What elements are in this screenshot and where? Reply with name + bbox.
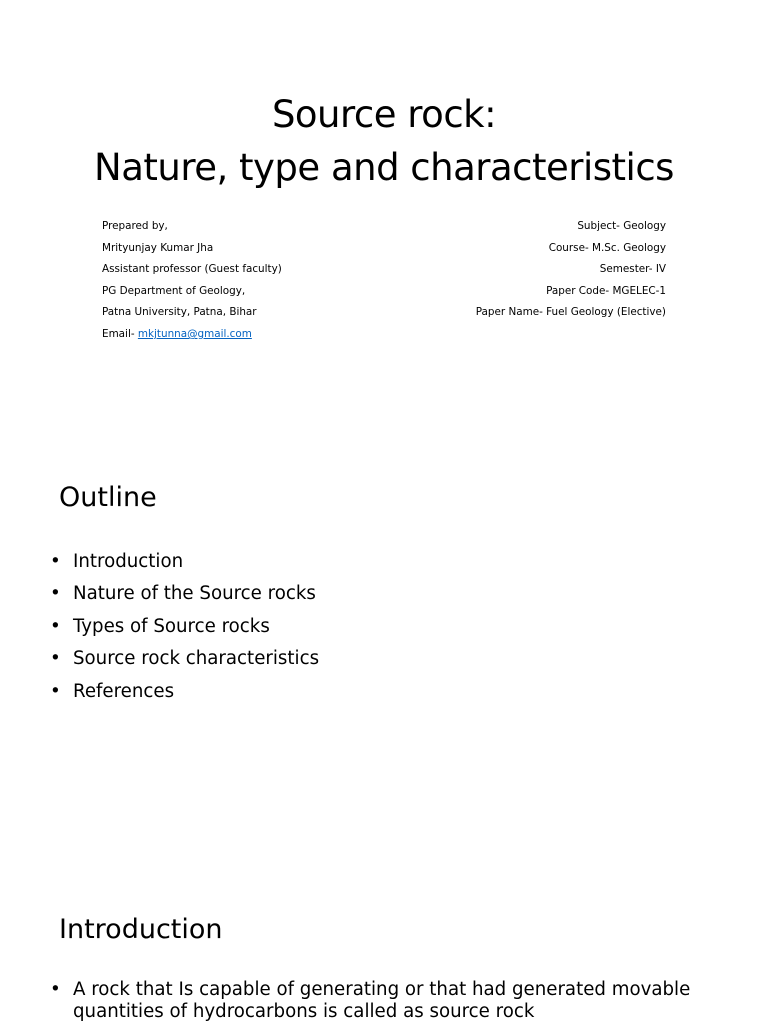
- bullet-icon: •: [50, 979, 61, 1000]
- bullet-icon: •: [50, 583, 61, 605]
- author-university: Patna University, Patna, Bihar: [102, 306, 257, 319]
- outline-slide: [0, 432, 768, 864]
- course-text: Course- M.Sc. Geology: [548, 241, 666, 254]
- bullet-icon: •: [50, 648, 61, 670]
- paper-code-text: Paper Code- MGELEC-1: [546, 284, 666, 297]
- author-position: Assistant professor (Guest faculty): [102, 263, 282, 276]
- list-item-text: Introduction: [73, 551, 184, 572]
- slide-title-line-1: Source rock:: [271, 93, 497, 136]
- prepared-by-label: Prepared by,: [102, 220, 168, 232]
- slide-title-line-2: Nature, type and characteristics: [94, 146, 674, 189]
- list-item: [48, 979, 728, 1023]
- title-slide: [0, 0, 768, 432]
- email-link[interactable]: mkjtunna@gmail.com: [137, 327, 252, 340]
- list-item-text: References: [73, 680, 175, 702]
- slide-title: [0, 88, 768, 194]
- list-item: [48, 546, 319, 578]
- list-item-text: Types of Source rocks: [73, 615, 270, 637]
- author-name: Mrityunjay Kumar Jha: [102, 241, 214, 254]
- introduction-slide: [0, 864, 768, 1024]
- email-label: Email-: [102, 327, 138, 340]
- list-item-text: Source rock characteristics: [73, 648, 320, 670]
- list-item: [48, 611, 319, 643]
- outline-list: [48, 546, 319, 708]
- bullet-icon: •: [50, 551, 61, 572]
- subject-text: Subject- Geology: [577, 220, 666, 232]
- outline-title: Outline: [59, 482, 157, 513]
- introduction-list: [48, 979, 728, 1023]
- list-item: [48, 676, 319, 708]
- list-item-text: Nature of the Source rocks: [73, 583, 316, 605]
- author-department: PG Department of Geology,: [102, 284, 246, 297]
- list-item: [48, 578, 319, 610]
- introduction-title: Introduction: [59, 914, 223, 945]
- bullet-icon: •: [50, 615, 61, 637]
- bullet-icon: •: [50, 680, 61, 702]
- course-info: [476, 216, 666, 324]
- list-item-text: A rock that Is capable of generating or that had generated movable quantities of hydrocarbons is called as source rock: [73, 979, 691, 1022]
- semester-text: Semester- IV: [599, 263, 666, 276]
- author-info: [102, 216, 282, 346]
- paper-name-text: Paper Name- Fuel Geology (Elective): [475, 306, 666, 319]
- list-item: [48, 643, 319, 675]
- author-email-row: [102, 324, 282, 346]
